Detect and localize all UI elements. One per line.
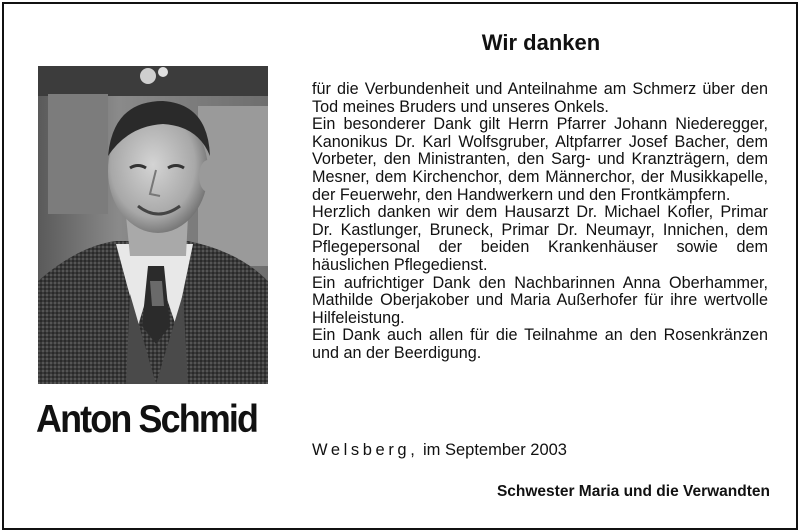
paragraph-neighbors: Ein aufrichtiger Dank den Nachbarinnen Anna Oberhammer, Mathilde Oberjakober und Maria Außerhofer für ihre wertvolle Hilfeleistung.: [312, 273, 768, 327]
paragraph-clergy: Ein besonderer Dank gilt Herrn Pfarrer Johann Niederegger, Kanonikus Dr. Karl Wolfsgruber, Altpfarrer Josef Bacher, dem Vorbeter, den Ministranten, den Sarg- und Kranzträgern, dem Mesner, dem Kirchenchor, dem Männerchor, der Musikkapelle, der Feuerwehr, den Handwerkern und den Frontkämpfern.: [312, 115, 768, 204]
deceased-name: Anton Schmid: [36, 398, 258, 441]
place-date-line: [312, 441, 567, 460]
paragraph-thanks: für die Verbundenheit und Anteilnahme am Schmerz über den Tod meines Bruders und unseres Onkels.: [312, 80, 768, 116]
paragraph-doctors: Herzlich danken wir dem Hausarzt Dr. Michael Kofler, Primar Dr. Kastlunger, Bruneck, Primar Dr. Neumayr, Innichen, dem Pflegepersonal der beiden Krankenhäuser sowie dem häuslichen Pflegedienst.: [312, 203, 768, 274]
notice-body: [312, 81, 768, 363]
notice-heading: Wir danken: [481, 30, 601, 55]
portrait-photo: [38, 66, 268, 384]
date: im September 2003: [422, 441, 567, 459]
signature: Schwester Maria und die Verwandten: [496, 483, 770, 500]
place: Welsberg,: [312, 441, 419, 459]
paragraph-rosary: Ein Dank auch allen für die Teilnahme an den Rosenkränzen und an der Beerdigung.: [312, 326, 768, 362]
